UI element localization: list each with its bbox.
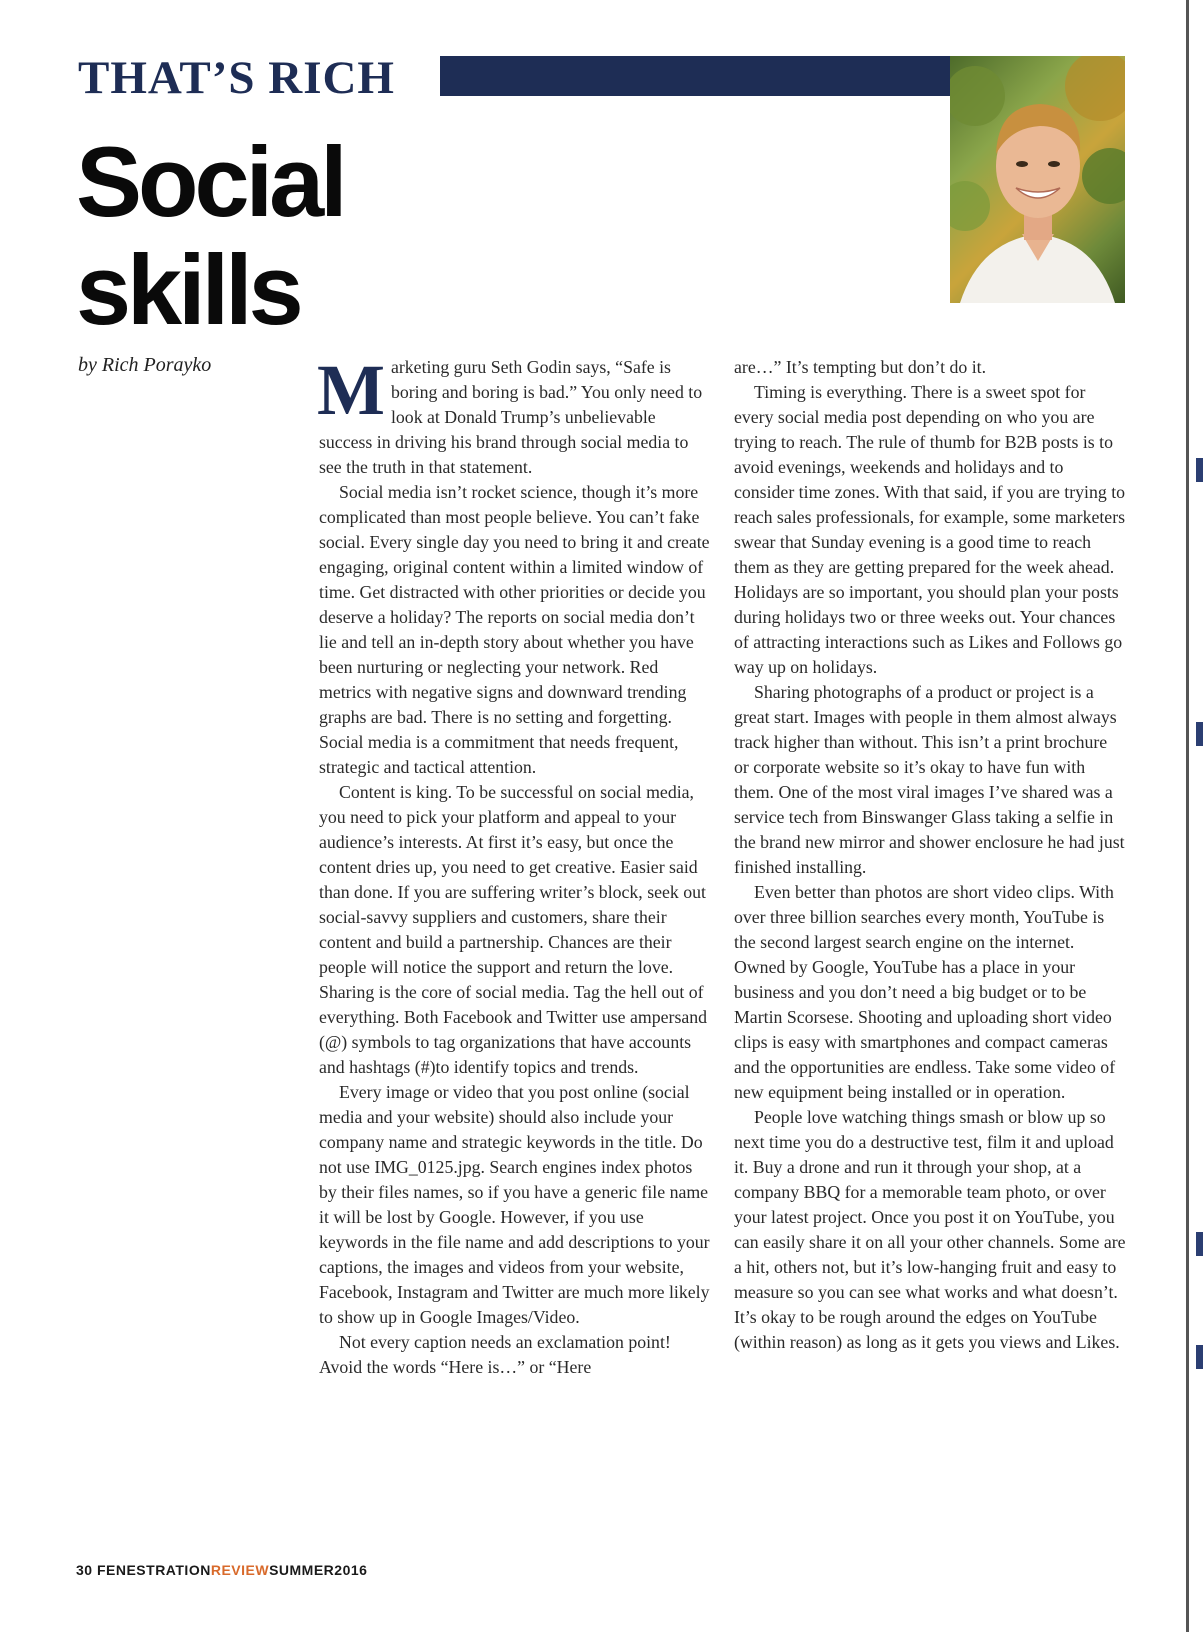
issue-date: SUMMER2016 [269, 1562, 368, 1578]
headline [76, 128, 344, 344]
article-column-1 [317, 350, 711, 1380]
page-number: 30 [76, 1562, 93, 1578]
paragraph: Every image or video that you post online (social media and your website) should also include your company name and strategic keywords in the title. Do not use IMG_0125.jpg. Search engines index photos by their files names, so if you have a generic file name it will be lost by Google. However, if you use keywords in the file name and add descriptions to your captions, the images and videos from your website, Facebook, Instagram and Twitter are much more likely to show up in Google Images/Video. [319, 1082, 710, 1327]
edge-tab-mark [1196, 458, 1203, 482]
paragraph: Social media isn’t rocket science, though it’s more complicated than most people believe. You can’t fake social. Every single day you need to bring it and create engaging, original content within a limited window of time. Get distracted with other priorities or decide you deserve a holiday? The reports on social media don’t lie and tell an in-depth story about whether you have been nurturing or neglecting your network. Red metrics with negative signs and downward trending graphs are bad. There is no setting and forgetting. Social media is a commitment that needs frequent, strategic and tactical attention. [319, 482, 710, 777]
author-portrait-illustration [950, 56, 1125, 303]
paragraph [317, 350, 711, 480]
paragraph: Even better than photos are short video clips. With over three billion searches every month, YouTube is the second largest search engine on the internet. Owned by Google, YouTube has a place in your business and you don’t need a big budget or to be Martin Scorsese. Shooting and uploading short video clips is easy with smartphones and compact cameras and the opportunities are endless. Take some video of new equipment being installed or in operation. [734, 882, 1116, 1102]
paragraph: People love watching things smash or blow up so next time you do a destructive test, film it and upload it. Buy a drone and run it through your shop, at a company BBQ for a memorable team photo, or over your latest project. Once you post it on YouTube, you can easily share it on all your other channels. Some are a hit, others not, but it’s low-hanging fruit and easy to measure so you can see what works and what doesn’t. It’s okay to be rough around the edges on YouTube (within reason) as long as it gets you views and Likes. [734, 1107, 1126, 1352]
paragraph-text: arketing guru Seth Godin says, “Safe is boring and boring is bad.” You only need to look at Donald Trump’s unbelievable success in driving his brand through social media to see the truth in that statement. [319, 357, 703, 477]
section-kicker: THAT’S RICH [78, 52, 395, 104]
article-column-2 [734, 355, 1126, 1355]
publication-name: FENESTRATION [96, 1562, 211, 1578]
page-edge-rule [1186, 0, 1189, 1632]
headline-line-1: Social [76, 126, 344, 237]
paragraph: are…” It’s tempting but don’t do it. [734, 357, 987, 377]
kicker-bar [440, 56, 952, 96]
paragraph: Timing is everything. There is a sweet spot for every social media post depending on who you are trying to reach. The rule of thumb for B2B posts is to avoid evenings, weekends and holidays and to consider time zones. With that said, if you are trying to reach sales professionals, for example, some marketers swear that Sunday evening is a good time to reach them as they are getting prepared for the week ahead. Holidays are so important, you should plan your posts during holidays two or three weeks out. Your chances of attracting interactions such as Likes and Follows go way up on holidays. [734, 382, 1126, 677]
paragraph: Sharing photographs of a product or project is a great start. Images with people in them almost always track higher than without. This isn’t a print brochure or corporate website so it’s okay to have fun with them. One of the most viral images I’ve shared was a service tech from Binswanger Glass taking a selfie in the brand new mirror and shower enclosure he had just finished installing. [734, 682, 1125, 877]
byline: by Rich Porayko [78, 354, 212, 376]
edge-tab-mark [1196, 722, 1203, 746]
drop-cap: M [317, 350, 385, 430]
paragraph: Content is king. To be successful on social media, you need to pick your platform and appeal to your audience’s interests. At first it’s easy, but once the content dries up, you need to get creative. Easier said than done. If you are suffering writer’s block, seek out social-savvy suppliers and customers, share their content and build a partnership. Chances are their people will notice the support and return the love. Sharing is the core of social media. Tag the hell out of everything. Both Facebook and Twitter use ampersand (@) symbols to tag organizations that have accounts and hashtags (#)to identify topics and trends. [319, 782, 708, 1077]
page-footer [76, 1562, 367, 1578]
author-photo [950, 56, 1125, 303]
edge-tab-mark [1196, 1232, 1203, 1256]
publication-name-accent: REVIEW [210, 1562, 270, 1578]
edge-tab-mark [1196, 1345, 1203, 1369]
paragraph: Not every caption needs an exclamation point! Avoid the words “Here is…” or “Here [319, 1332, 671, 1377]
headline-line-2: skills [76, 234, 300, 345]
